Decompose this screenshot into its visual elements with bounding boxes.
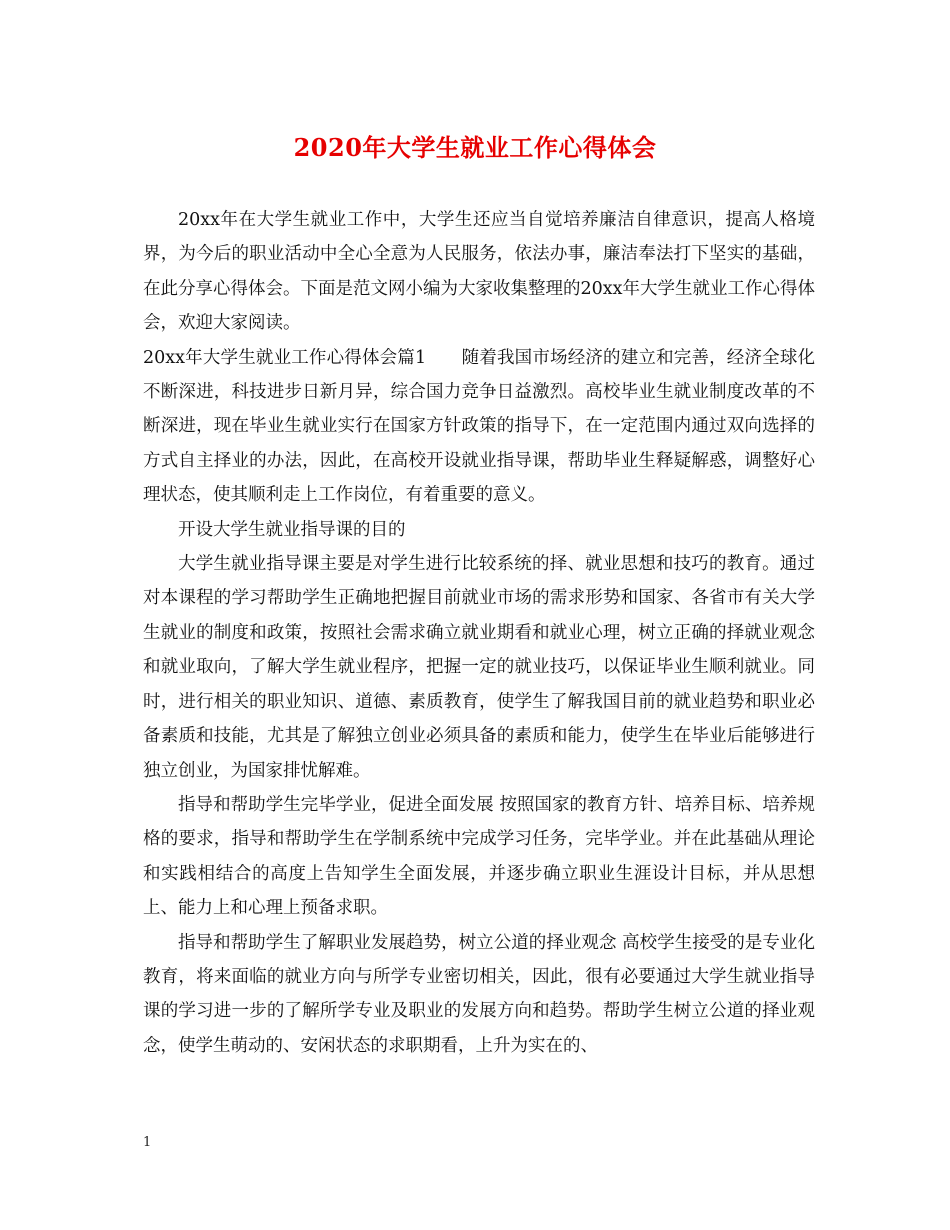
paragraph-guidance-study: 指导和帮助学生完毕学业，促进全面发展 按照国家的教育方针、培养目标、培养规格的要求，指导和帮助学生在学制系统中完成学习任务，完毕学业。并在此基础从理论和实践相结合的高度上告知学生全面发展，并逐步确立职业生涯设计目标，并从思想上、能力上和心理上预备求职。: [143, 794, 815, 919]
paragraph-guidance-career: 指导和帮助学生了解职业发展趋势，树立公道的择业观念 高校学生接受的是专业化教育，将来面临的就业方向与所学专业密切相关，因此，很有必要通过大学生就业指导课的学习进一步的了解所学专业及职业的发展方向和趋势。帮助学生树立公道的择业观念，使学生萌动的、安闲状态的求职期看，上升为实在的、: [143, 932, 815, 1056]
paragraph-section-1: 20xx年大学生就业工作心得体会篇1 随着我国市场经济的建立和完善，经济全球化不断深进，科技进步日新月异，综合国力竞争日益激烈。高校毕业生就业制度改革的不断深进，现在毕业生就业实行在国家方针政策的指导下，在一定范围内通过双向选择的方式自主择业的办法，因此，在高校开设就业指导课，帮助毕业生释疑解惑，调整好心理状态，使其顺利走上工作岗位，有着重要的意义。: [143, 347, 815, 506]
page-number: 1: [143, 1135, 152, 1150]
paragraph-intro: 20xx年在大学生就业工作中，大学生还应当自觉培养廉洁自律意识，提高人格境界，为今后的职业活动中全心全意为人民服务，依法办事，廉洁奉法打下坚实的基础，在此分享心得体会。下面是范文网小编为大家收集整理的20xx年大学生就业工作心得体会，欢迎大家阅读。: [143, 210, 816, 334]
document-title: 2020年大学生就业工作心得体会: [293, 133, 657, 162]
paragraph-purpose: 大学生就业指导课主要是对学生进行比较系统的择、就业思想和技巧的教育。通过对本课程的学习帮助学生正确地把握目前就业市场的需求形势和国家、各省市有关大学生就业的制度和政策，按照社会需求确立就业期看和就业心理，树立正确的择就业观念和就业取向，了解大学生就业程序，把握一定的就业技巧，以保证毕业生顺利就业。同时，进行相关的职业知识、道德、素质教育，使学生了解我国目前的就业趋势和职业必备素质和技能，尤其是了解独立创业必须具备的素质和能力，使学生在毕业后能够进行独立创业，为国家排忧解难。: [143, 554, 815, 781]
document-body: [143, 203, 815, 1063]
paragraph-heading-purpose: 开设大学生就业指导课的目的: [178, 519, 406, 540]
